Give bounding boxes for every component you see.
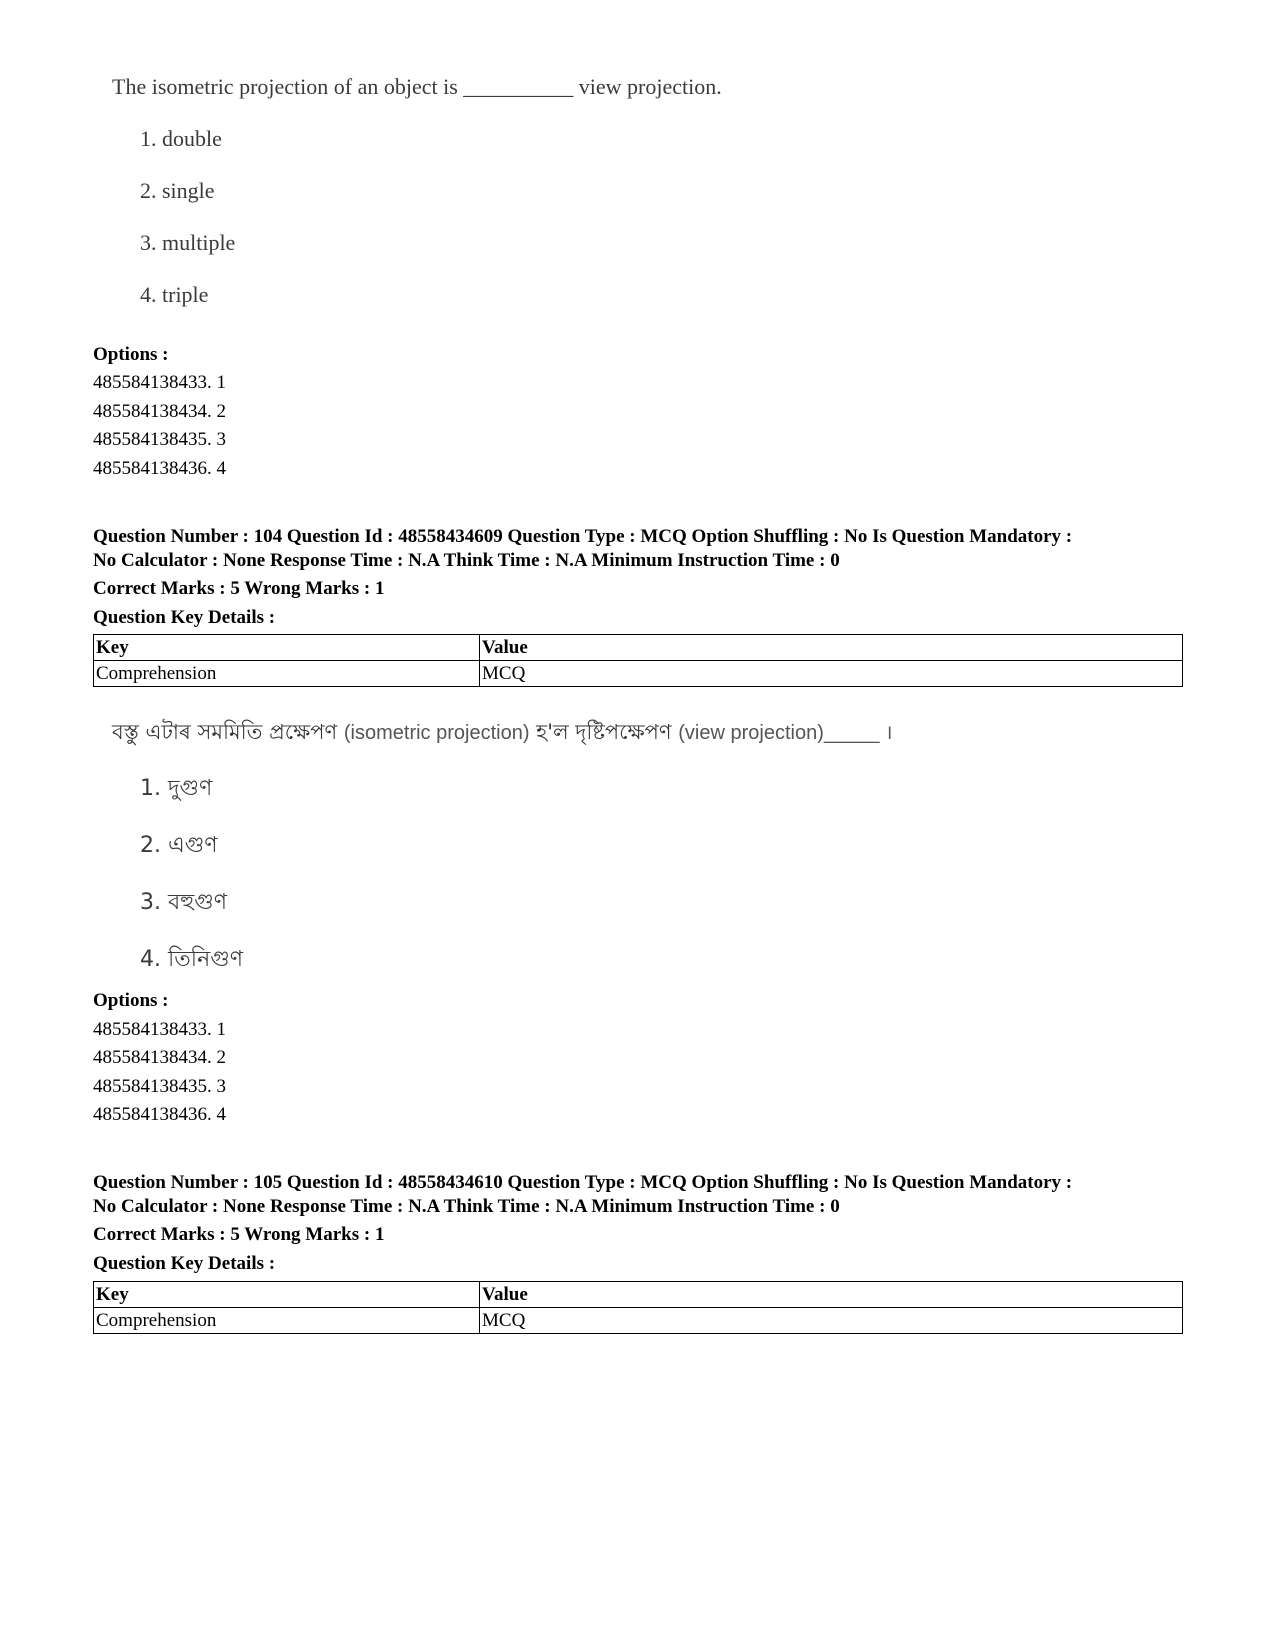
table-cell-value: MCQ (480, 661, 1183, 687)
question-stem (112, 716, 893, 751)
table-header-value: Value (480, 635, 1183, 661)
question-meta (93, 525, 1193, 573)
key-details-label: Question Key Details : (93, 607, 276, 628)
choice-1: 1. দুগুণ (140, 776, 213, 801)
table-header-key: Key (94, 1282, 480, 1308)
key-details-label: Question Key Details : (93, 1253, 276, 1274)
options-label: Options : (93, 990, 169, 1011)
question-meta-line: Question Number : 104 Question Id : 48558434609 Question Type : MCQ Option Shuffling : No Is Question Mandatory : (93, 526, 1073, 547)
table-cell-value: MCQ (480, 1308, 1183, 1334)
choice-2: 2. single (140, 178, 215, 203)
table-row (94, 661, 1183, 687)
marks-line: Correct Marks : 5 Wrong Marks : 1 (93, 578, 385, 599)
question-meta-line: No Calculator : None Response Time : N.A Think Time : N.A Minimum Instruction Time : 0 (93, 1196, 840, 1217)
table-header-value: Value (480, 1282, 1183, 1308)
question-image-english (112, 74, 722, 307)
marks-line: Correct Marks : 5 Wrong Marks : 1 (93, 1224, 385, 1245)
question-stem: The isometric projection of an object is __________ view projection. (112, 74, 722, 99)
choice-2: 2. এগুণ (140, 833, 218, 858)
option-line: 485584138434. 2 (93, 1047, 226, 1068)
options-label: Options : (93, 344, 169, 365)
key-details-table (93, 634, 1183, 687)
table-row (94, 1308, 1183, 1334)
table-header-row (94, 635, 1183, 661)
stem-part: হ'ল দৃষ্টিপক্ষেপণ (529, 720, 679, 744)
option-line: 485584138434. 2 (93, 401, 226, 422)
option-line: 485584138436. 4 (93, 1104, 226, 1125)
choice-4: 4. তিনিগুণ (140, 947, 244, 972)
option-line: 485584138435. 3 (93, 1076, 226, 1097)
table-header-key: Key (94, 635, 480, 661)
table-header-row (94, 1282, 1183, 1308)
choice-3: 3. বহুগুণ (140, 890, 228, 915)
table-cell-key: Comprehension (94, 1308, 480, 1334)
option-line: 485584138435. 3 (93, 429, 226, 450)
question-meta-line: No Calculator : None Response Time : N.A Think Time : N.A Minimum Instruction Time : 0 (93, 550, 840, 571)
key-details-table (93, 1281, 1183, 1334)
option-line: 485584138436. 4 (93, 458, 226, 479)
stem-part: (view projection)_____ । (678, 722, 893, 744)
stem-part: (isometric projection) (343, 722, 530, 744)
choice-3: 3. multiple (140, 230, 236, 255)
table-cell-key: Comprehension (94, 661, 480, 687)
stem-part: বস্তু এটাৰ সমমিতি প্ৰক্ষেপণ (112, 720, 344, 744)
option-line: 485584138433. 1 (93, 372, 226, 393)
choice-4: 4. triple (140, 282, 209, 307)
option-line: 485584138433. 1 (93, 1019, 226, 1040)
question-meta-line: Question Number : 105 Question Id : 48558434610 Question Type : MCQ Option Shuffling : No Is Question Mandatory : (93, 1172, 1073, 1193)
question-image-assamese (112, 716, 893, 972)
question-meta (93, 1171, 1193, 1219)
choice-1: 1. double (140, 126, 222, 151)
